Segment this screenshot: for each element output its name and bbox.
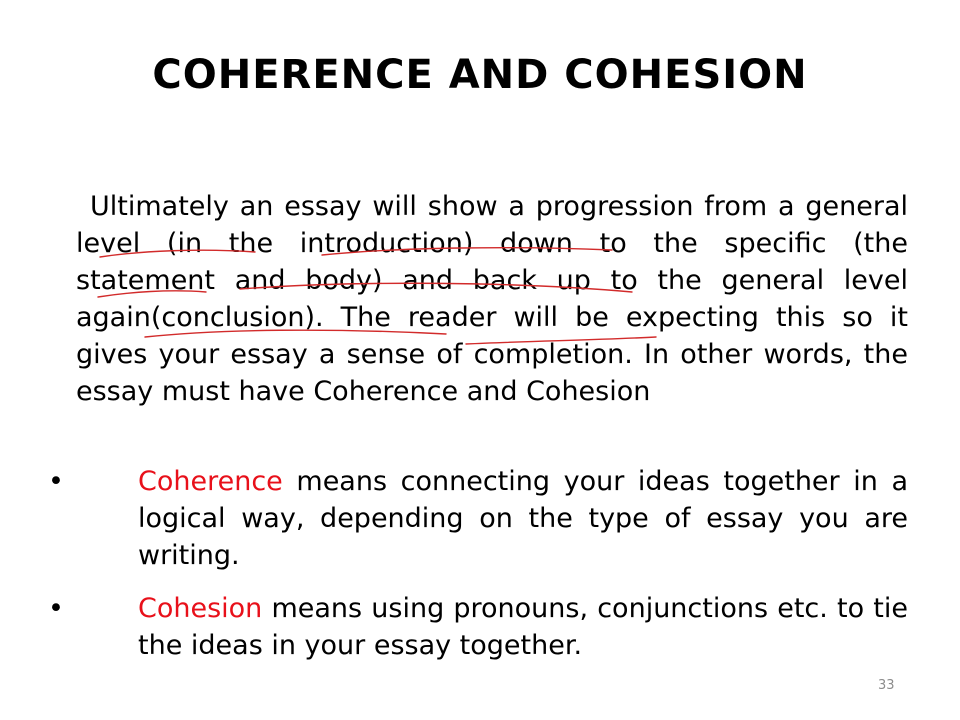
slide-title: COHERENCE AND COHESION (152, 52, 808, 98)
bullet-term: Coherence (138, 466, 283, 497)
bullet-text (138, 590, 908, 664)
bullet-item-cohesion (48, 590, 908, 664)
bullet-dot-icon: • (48, 466, 64, 497)
bullet-term: Cohesion (138, 593, 263, 624)
bullet-dot-icon: • (48, 593, 64, 624)
bullet-item-coherence (48, 463, 908, 574)
bullet-text (138, 463, 908, 574)
bullet-description: means using pronouns, conjunctions etc. to tie the ideas in your essay together. (138, 593, 908, 661)
bullet-description: means connecting your ideas together in a logical way, depending on the type of essay you are writing. (138, 466, 908, 571)
page-number: 33 (878, 678, 895, 693)
body-paragraph: Ultimately an essay will show a progression from a general level (in the introduction) down to the specific (the statement and body) and back up to the general level again(conclusion). The reader will be expecting this so it gives your essay a sense of completion. In other words, the essay must have Coherence and Cohesion (76, 191, 908, 407)
